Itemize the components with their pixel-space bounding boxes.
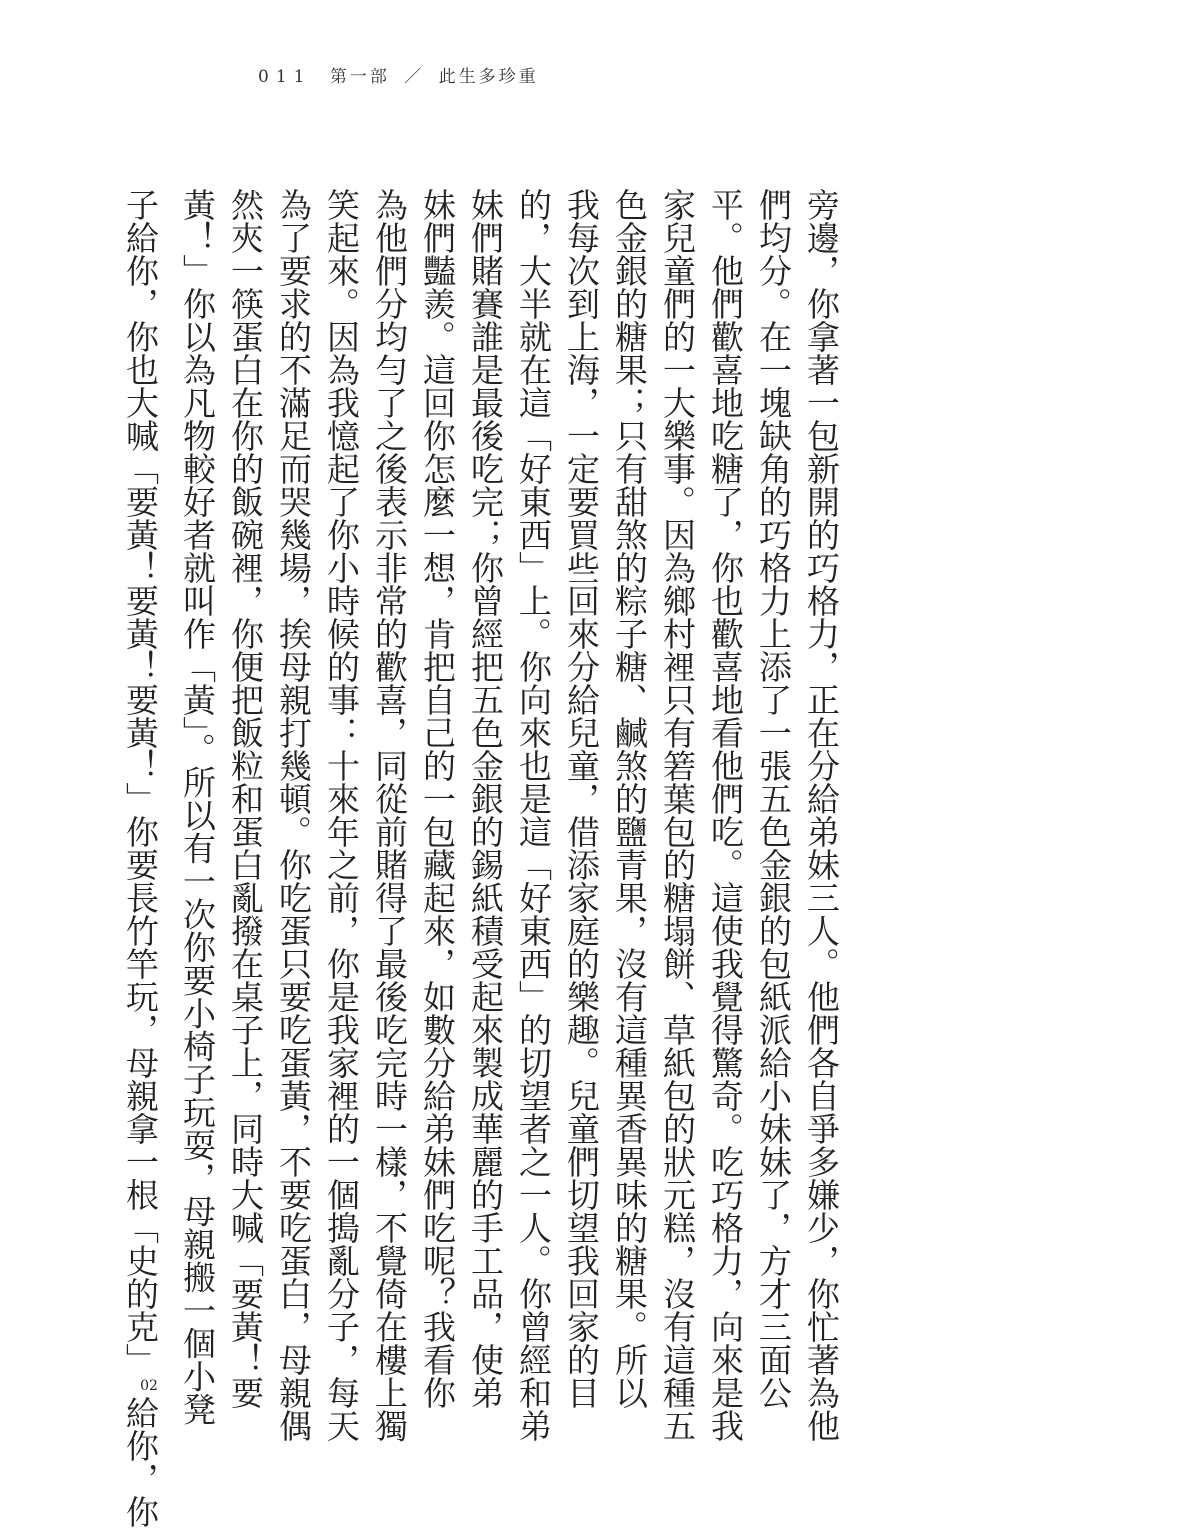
text-column: 為他們分均勻了之後表示非常的歡喜，同從前賭得了最後吃完時一樣，不覺倚在樓上獨 xyxy=(370,188,409,1442)
text-column: 們均分。在一塊缺角的巧格力上添了一張五色金銀的包紙派給小妹妹了，方才三面公 xyxy=(754,188,793,1409)
text-column: 為了要求的不滿足而哭幾場，挨母親打幾頓。你吃蛋只要吃蛋黃，不要吃蛋白，母親偶 xyxy=(274,188,313,1442)
text-column: 色金銀的糖果；只有甜煞的粽子糖、鹹煞的鹽青果，沒有這種異香異味的糖果。所以 xyxy=(610,188,649,1409)
text-column: 旁邊，你拿著一包新開的巧格力，正在分給弟妹三人。他們各自爭多嫌少，你忙著為他 xyxy=(802,188,841,1442)
text-column: 妹們賭賽誰是最後吃完；你曾經把五色金銀的錫紙積受起來製成華麗的手工品，使弟 xyxy=(466,188,505,1409)
part-title: 第一部 xyxy=(329,67,390,87)
text-column: 妹們豔羨。這回你怎麼一想，肯把自己的一包藏起來，如數分給弟妹們吃呢？我看你 xyxy=(418,188,457,1409)
text-column: 黃！」你以為凡物較好者就叫作「黃」。所以有一次你要小椅子玩耍，母親搬一個小凳 xyxy=(178,188,217,1426)
body-text xyxy=(121,188,845,1528)
page-number: 011 xyxy=(258,67,312,87)
chapter-title: 此生多珍重 xyxy=(438,67,539,87)
text-column: 家兒童們的一大樂事。因為鄉村裡只有箬葉包的糖塌餅、草紙包的狀元糕，沒有這種五 xyxy=(658,188,697,1442)
text-column: 然夾一筷蛋白在你的飯碗裡，你便把飯粒和蛋白亂撥在桌子上，同時大喊「要黃！要 xyxy=(226,188,265,1409)
text-column: 的，大半就在這「好東西」上。你向來也是這「好東西」的切望者之一人。你曾經和弟 xyxy=(514,188,553,1442)
text-column: 我每次到上海，一定要買些回來分給兒童，借添家庭的樂趣。兒童們切望我回家的目 xyxy=(562,188,601,1409)
text-column: 笑起來。因為我憶起了你小時候的事：十來年之前，你是我家裡的一個搗亂分子，每天 xyxy=(322,188,361,1442)
text-column-last-body: 子給你，你也大喊「要黃！要黃！要黃！」你要長竹竿玩，母親拿一根「史的克」 xyxy=(121,188,160,1376)
head-separator: ／ xyxy=(404,67,425,87)
running-head xyxy=(258,62,539,87)
text-column-last-tail: 給你，你 xyxy=(121,1396,160,1528)
text-column: 平。他們歡喜地吃糖了，你也歡喜地看他們吃。這使我覺得驚奇。吃巧格力，向來是我 xyxy=(706,188,745,1442)
text-column-last xyxy=(121,188,173,1528)
footnote-marker: 02 xyxy=(140,1378,158,1394)
